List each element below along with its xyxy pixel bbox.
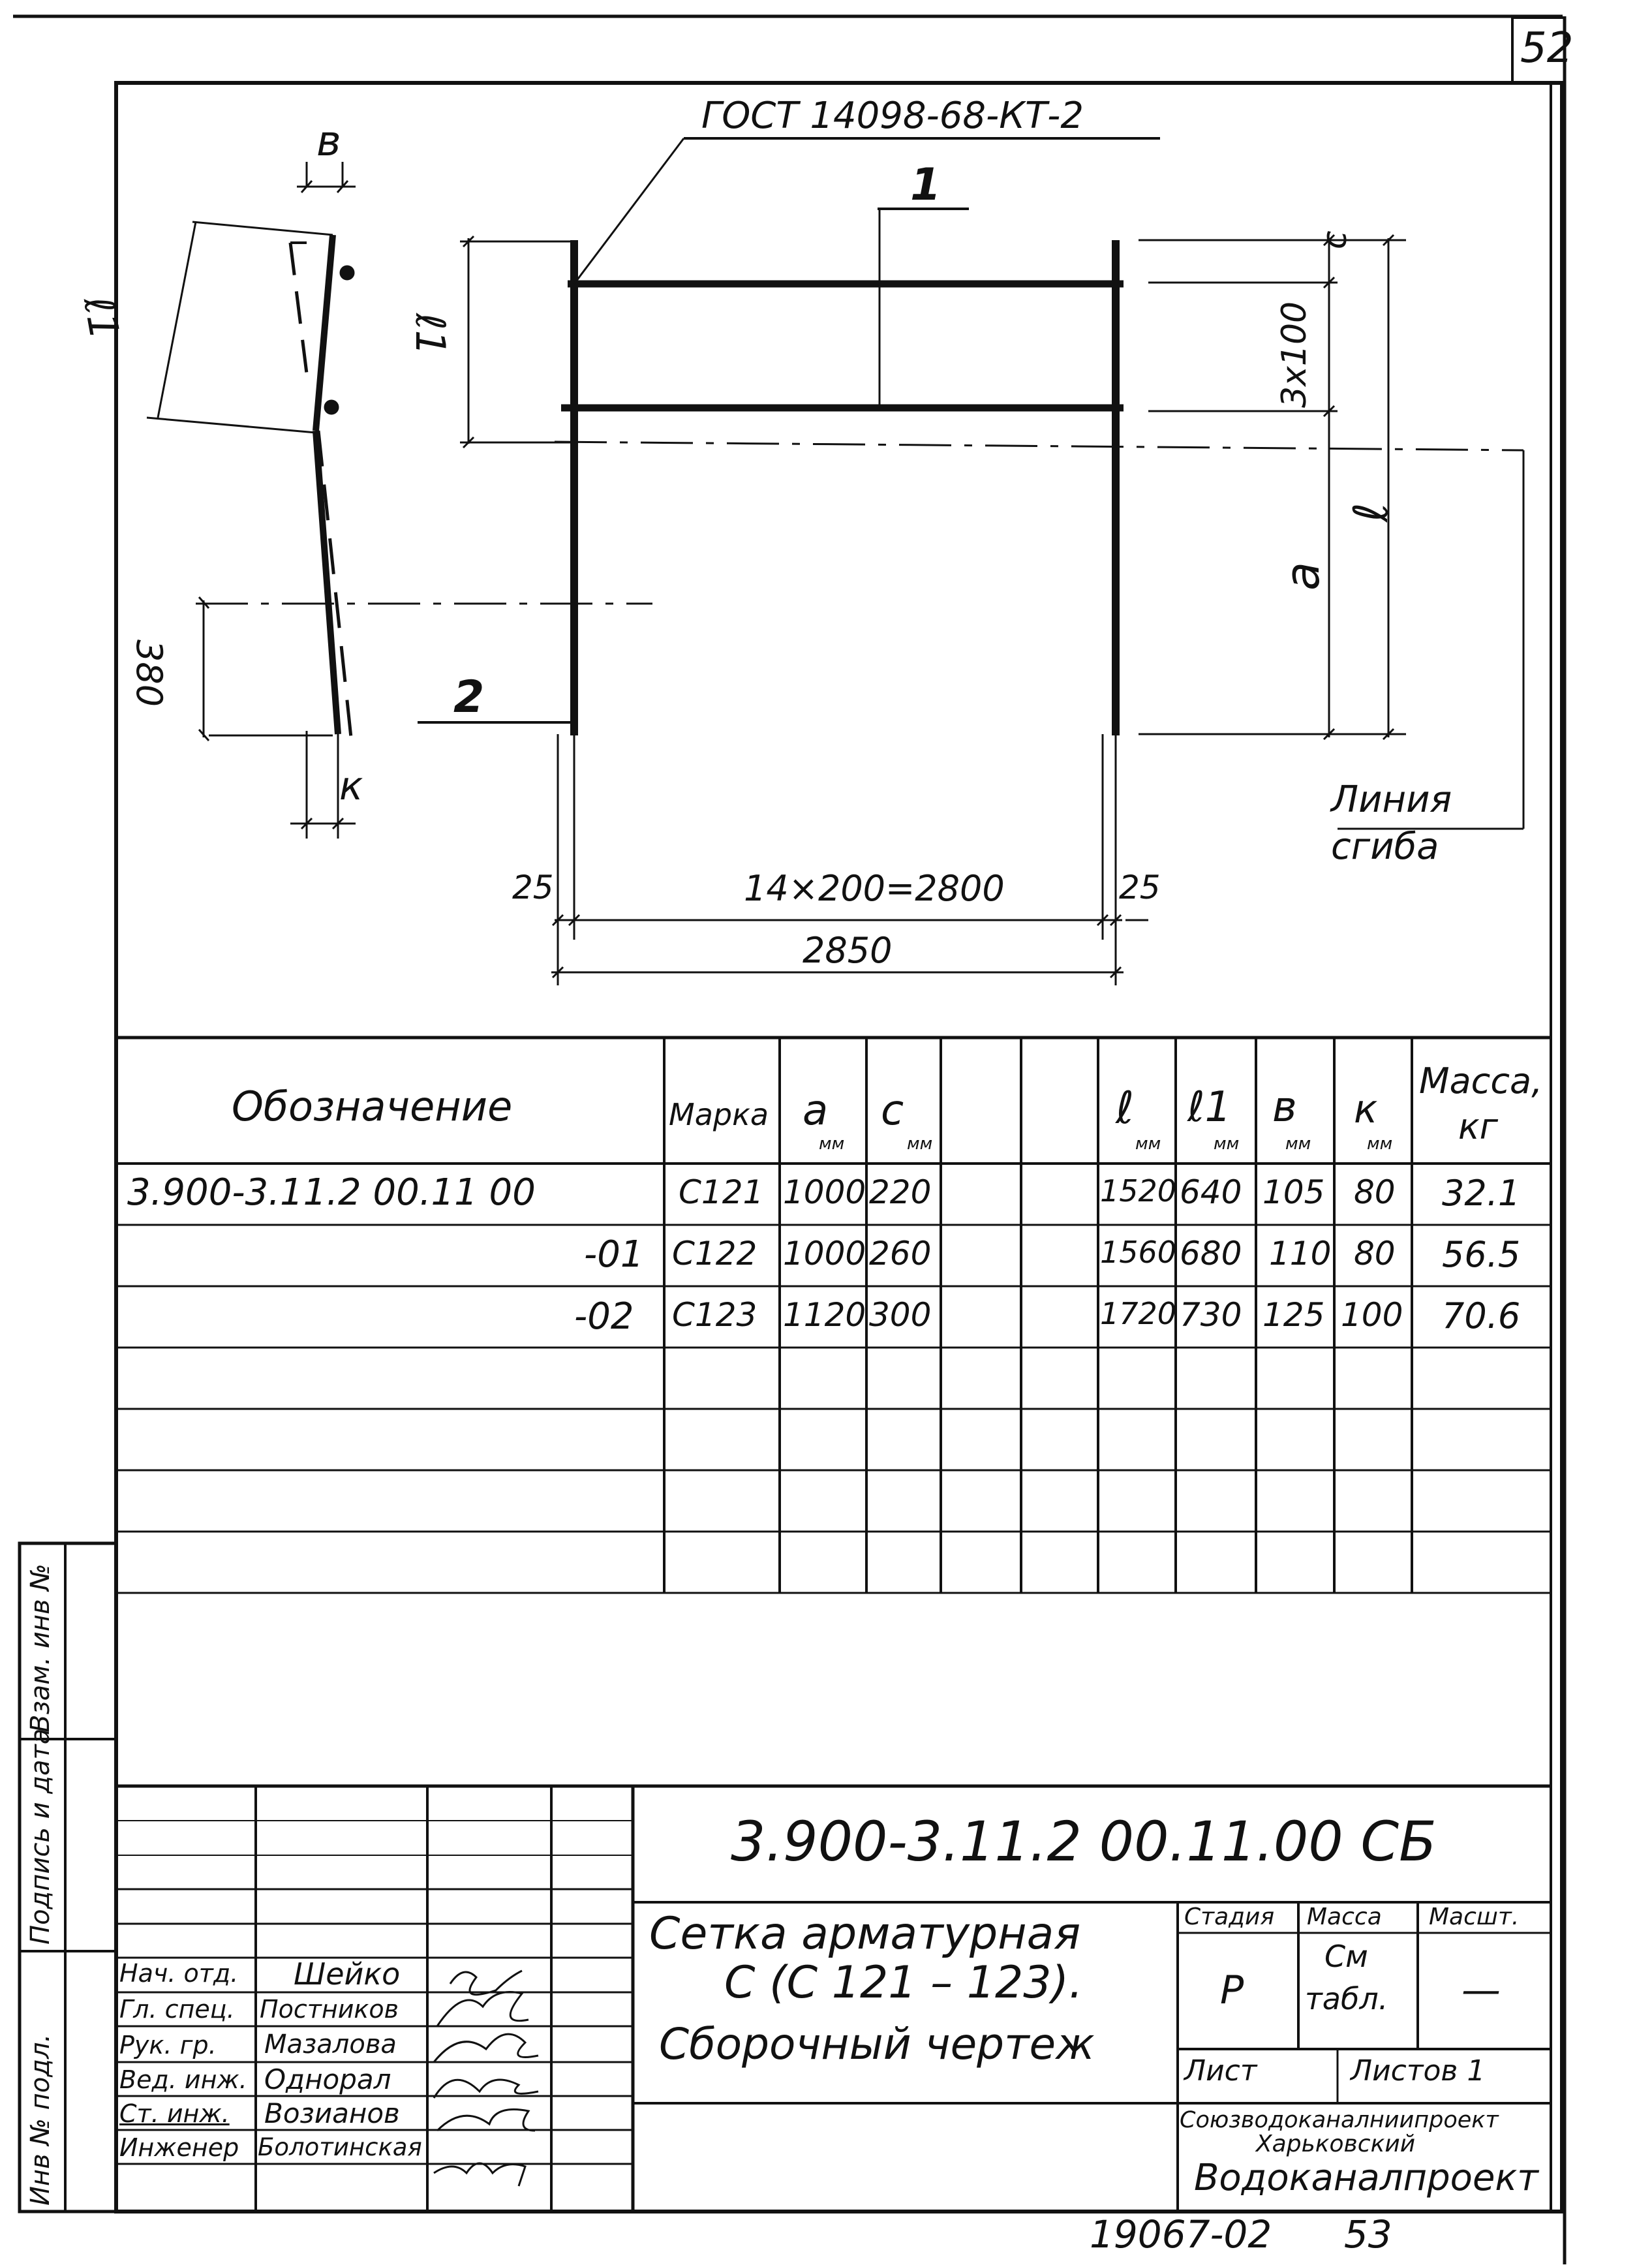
row1-b: 105 — [1262, 1173, 1325, 1211]
staff-name-2: Постников — [260, 1995, 399, 2024]
dim-l1-side-label: ℓ1 — [74, 292, 129, 343]
dim-l1-front-label: ℓ1 — [406, 313, 454, 356]
stamp-vzam-inv: Взам. инв № — [25, 1564, 55, 1733]
org-line-3: Водоканалпроект — [1194, 2157, 1538, 2199]
dim-pitch-label: 14×200=2800 — [744, 868, 1005, 909]
footer-number: 19067-02 53 — [1090, 2212, 1392, 2257]
sheet-label: Лист — [1184, 2054, 1257, 2088]
row1-mass: 32.1 — [1442, 1173, 1521, 1214]
header-l-unit: мм — [1135, 1134, 1161, 1154]
staff-role-5: Ст. инж. — [119, 2099, 230, 2128]
org-line-2: Харьковский — [1256, 2131, 1416, 2157]
row1-c: 220 — [869, 1173, 932, 1211]
header-c: с — [881, 1087, 904, 1135]
row3-mark: С123 — [672, 1296, 757, 1334]
position-2-label: 2 — [453, 671, 485, 723]
header-a: а — [803, 1087, 829, 1135]
row2-mass: 56.5 — [1442, 1234, 1521, 1275]
header-k-unit: мм — [1367, 1134, 1393, 1154]
doc-name-line-2: С (С 121 – 123). — [724, 1957, 1083, 2009]
staff-name-5: Возианов — [264, 2097, 400, 2129]
row2-mark: С122 — [672, 1235, 757, 1272]
row2-c: 260 — [869, 1235, 932, 1272]
bend-line-label-1: Линия — [1331, 779, 1452, 821]
row2-a: 1000 — [783, 1235, 866, 1272]
dim-l-label: ℓ — [1343, 502, 1398, 522]
dim-k-label: к — [339, 763, 363, 809]
doc-code: 3.900-3.11.2 00.11.00 СБ — [731, 1810, 1437, 1874]
bend-line-label-2: сгиба — [1331, 825, 1439, 868]
staff-name-1: Шейко — [294, 1956, 401, 1992]
stage-value: Р — [1220, 1967, 1244, 2013]
doc-name-line-1: Сетка арматурная — [649, 1908, 1081, 1960]
staff-name-4: Однорал — [264, 2063, 391, 2095]
dim-b-label: в — [316, 117, 341, 166]
row1-mark: С121 — [679, 1173, 764, 1211]
sheets-label: Листов 1 — [1351, 2054, 1486, 2088]
mass-value-2: табл. — [1305, 1981, 1388, 2016]
row3-l: 1720 — [1100, 1296, 1177, 1331]
sheet-number: 52 — [1520, 24, 1574, 72]
staff-role-4: Вед. инж. — [119, 2065, 247, 2094]
dim-total-label: 2850 — [803, 930, 893, 971]
header-l: ℓ — [1116, 1083, 1135, 1134]
row2-l1: 680 — [1180, 1235, 1242, 1272]
scale-label: Масшт. — [1429, 1904, 1520, 1930]
dim-a-label: а — [1275, 561, 1330, 591]
row3-designation: -02 — [574, 1295, 634, 1338]
header-l1: ℓ1 — [1187, 1083, 1232, 1132]
row1-l1: 640 — [1180, 1173, 1242, 1211]
row1-l: 1520 — [1100, 1173, 1177, 1209]
header-k: к — [1354, 1087, 1378, 1132]
header-mass: Масса, — [1419, 1060, 1543, 1102]
position-1-label: 1 — [910, 159, 941, 211]
staff-name-6: Болотинская — [258, 2133, 422, 2161]
dim-3x100-label: 3х100 — [1275, 301, 1314, 408]
header-a-unit: мм — [819, 1134, 845, 1154]
mass-label: Масса — [1307, 1904, 1382, 1930]
row3-b: 125 — [1262, 1296, 1325, 1334]
gost-label: ГОСТ 14098-68-КТ-2 — [701, 95, 1084, 137]
mass-value-1: См — [1324, 1939, 1368, 1974]
row2-l: 1560 — [1100, 1235, 1177, 1270]
row2-b: 110 — [1269, 1235, 1332, 1272]
staff-name-3: Мазалова — [264, 2029, 397, 2059]
header-l1-unit: мм — [1214, 1134, 1240, 1154]
row3-l1: 730 — [1180, 1296, 1242, 1334]
org-line-1: Союзводоканалниипроект — [1180, 2107, 1499, 2133]
row2-designation: -01 — [584, 1233, 644, 1276]
header-c-unit: мм — [907, 1134, 933, 1154]
dim-c-label: с — [1315, 230, 1354, 249]
row1-designation: 3.900-3.11.2 00.11 00 — [127, 1171, 536, 1214]
row3-k: 100 — [1341, 1296, 1403, 1334]
row1-k: 80 — [1354, 1173, 1396, 1211]
doc-name-line-3: Сборочный чертеж — [659, 2019, 1095, 2069]
row2-k: 80 — [1354, 1235, 1396, 1272]
dim-380-label: 380 — [129, 640, 170, 707]
dim-25-right-label: 25 — [1119, 869, 1161, 906]
staff-role-6: Инженер — [119, 2133, 239, 2162]
row3-c: 300 — [869, 1296, 932, 1334]
stamp-podpis-data: Подпись и дата — [25, 1728, 55, 1945]
stage-label: Стадия — [1184, 1904, 1275, 1930]
dim-25-left-label: 25 — [512, 869, 554, 906]
staff-role-1: Нач. отд. — [119, 1959, 239, 1988]
header-mass-unit: кг — [1458, 1106, 1498, 1147]
header-b: в — [1272, 1083, 1297, 1132]
row1-a: 1000 — [783, 1173, 866, 1211]
staff-role-3: Рук. гр. — [119, 2031, 217, 2059]
header-designation: Обозначение — [232, 1083, 513, 1130]
row3-a: 1120 — [783, 1296, 866, 1334]
staff-role-2: Гл. спец. — [119, 1995, 235, 2024]
row3-mass: 70.6 — [1442, 1295, 1521, 1336]
scale-value: — — [1461, 1967, 1501, 2013]
stamp-inv-podl: Инв № подл. — [25, 2033, 55, 2206]
header-b-unit: мм — [1285, 1134, 1311, 1154]
header-mark: Марка — [669, 1097, 769, 1132]
